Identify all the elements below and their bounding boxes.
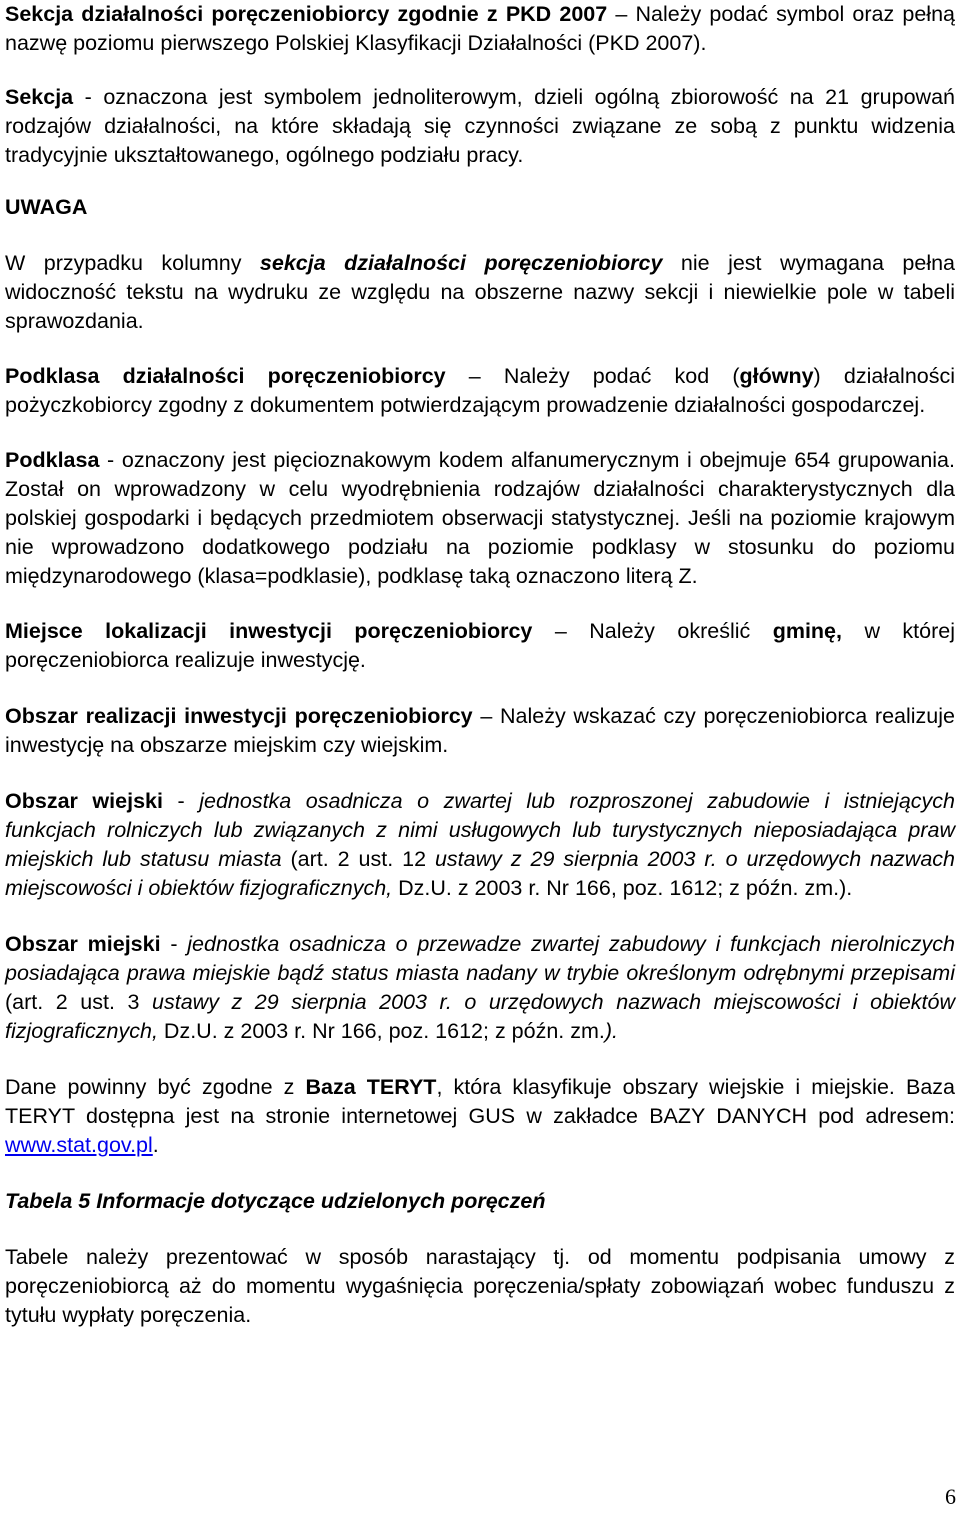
paragraph-podklasa-poreczeniobiorcy <box>5 362 955 420</box>
paragraph-sekcja-pkd <box>5 0 955 58</box>
dash: - <box>160 932 188 956</box>
paragraph-text: nie jest wymagana pełna widoczność tekstu na wydruku ze względu na obszerne nazwy sekcji i niewielkie pole w tabeli sprawozdania. <box>5 251 956 333</box>
paragraph-tabele <box>5 1243 955 1330</box>
paragraph-text: (art. 2 ust. 12 <box>281 847 435 871</box>
italic-act-title: ustawy z 29 sierpnia 2003 r. o urzędowych nazwach miejscowości i obiektów fizjograficznych, <box>5 990 955 1043</box>
term-podklasa: Podklasa <box>5 448 100 472</box>
dash: – <box>445 364 504 388</box>
page-number: 6 <box>945 1484 956 1509</box>
term-sekcja: Sekcja <box>5 85 74 109</box>
heading-text: Tabela 5 Informacje dotyczące udzielonych poręczeń <box>5 1189 546 1213</box>
paragraph-text: - oznaczona jest symbolem jednoliterowym, dzieli ogólną zbiorowość na 21 grupowań rodzajów działalności, na które składają się czynności związane ze sobą z punktu widzenia tradycyjnie ukształtowanego, ogólnego podziału pracy. <box>5 85 955 167</box>
term-sekcja-column: sekcja działalności poręczeniobiorcy <box>259 251 663 275</box>
paragraph-text: ) działalności pożyczkobiorcy zgodny z dokumentem potwierdzającym prowadzenie działalności gospodarczej. <box>5 364 956 417</box>
uwaga-heading <box>5 193 955 222</box>
table-5-heading <box>5 1187 955 1216</box>
bold-glowny: główny <box>739 364 814 388</box>
italic-definition: jednostka osadnicza o przewadze zwartej zabudowy i funkcjach nierolniczych posiadająca prawa miejskie bądź status miasta nadany w trybie określonym odrębnymi przepisami <box>5 932 955 985</box>
italic-definition: jednostka osadnicza o zwartej lub rozproszonej zabudowie i istniejących funkcjach rolniczych lub związanych z nimi usługowych lub turystycznych nieposiadająca praw miejskich lub statusu miasta <box>5 789 955 871</box>
document-page <box>5 0 955 1330</box>
bold-gmine: gminę, <box>772 619 842 643</box>
paragraph-text: . <box>152 1133 159 1157</box>
paragraph-text: , która klasyfikuje obszary wiejskie i miejskie. Baza TERYT dostępna jest na stronie internetowej GUS w zakładce BAZY DANYCH pod adresem: <box>5 1075 955 1128</box>
dash: – <box>472 704 500 728</box>
term-miejsce-lokalizacji: Miejsce lokalizacji inwestycji poręczeniobiorcy <box>5 619 533 643</box>
italic-end: ). <box>604 1019 619 1043</box>
paragraph-text: Należy wskazać czy poręczeniobiorca realizuje inwestycję na obszarze miejskim czy wiejskim. <box>5 704 956 757</box>
paragraph-obszar-realizacji <box>5 702 955 760</box>
heading-text: UWAGA <box>5 195 88 219</box>
paragraph-text: - oznaczony jest pięcioznakowym kodem alfanumerycznym i obejmuje 654 grupowania. Został on wprowadzony w celu wyodrębnienia rodzajów działalności charakterystycznych dla polskiej gospodarki i będących przedmiotem obserwacji statystycznej. Jeśli na poziomie krajowym nie wprowadzono dodatkowego podziału na poziomie podklasy w stosunku do poziomu międzynarodowego (klasa=podklasie), podklasę taką oznaczono literą Z. <box>5 448 955 588</box>
paragraph-podklasa-definition <box>5 446 955 591</box>
paragraph-text: Dz.U. z 2003 r. Nr 166, poz. 1612; z późn. zm. <box>157 1019 605 1043</box>
paragraph-obszar-wiejski <box>5 787 955 903</box>
dash: - <box>162 789 200 813</box>
paragraph-text: (art. 2 ust. 3 <box>5 990 153 1014</box>
bold-baza-teryt: Baza TERYT <box>305 1075 437 1099</box>
term-obszar-wiejski: Obszar wiejski <box>5 789 163 813</box>
paragraph-uwaga <box>5 249 955 336</box>
paragraph-text: W przypadku kolumny <box>5 251 260 275</box>
paragraph-obszar-miejski <box>5 930 955 1046</box>
stat-gov-link[interactable]: www.stat.gov.pl <box>5 1133 153 1157</box>
term-podklasa-poreczeniobiorcy: Podklasa działalności poręczeniobiorcy <box>5 364 446 388</box>
paragraph-miejsce-lokalizacji <box>5 617 955 675</box>
dash: – <box>532 619 590 643</box>
dash: – <box>607 2 636 26</box>
paragraph-text: Należy podać kod ( <box>503 364 740 388</box>
paragraph-text: Należy podać symbol oraz pełną nazwę poziomu pierwszego Polskiej Klasyfikacji Działalności (PKD 2007). <box>5 2 956 55</box>
paragraph-text: Dane powinny być zgodne z <box>5 1075 306 1099</box>
term-obszar-realizacji: Obszar realizacji inwestycji poręczeniobiorcy <box>5 704 473 728</box>
italic-act-title: ustawy z 29 sierpnia 2003 r. o urzędowych nazwach miejscowości i obiektów fizjograficznych, <box>5 847 955 900</box>
paragraph-text: Tabele należy prezentować w sposób narastający tj. od momentu podpisania umowy z poręczeniobiorcą aż do momentu wygaśnięcia poręczenia/spłaty zobowiązań wobec funduszu z tytułu wypłaty poręczenia. <box>5 1245 955 1327</box>
paragraph-text: Należy określić <box>589 619 773 643</box>
paragraph-text: Dz.U. z 2003 r. Nr 166, poz. 1612; z późn. zm.). <box>392 876 853 900</box>
paragraph-sekcja-definition <box>5 83 955 170</box>
paragraph-text: w której poręczeniobiorca realizuje inwestycję. <box>5 619 955 672</box>
term-obszar-miejski: Obszar miejski <box>5 932 161 956</box>
paragraph-baza-teryt <box>5 1073 955 1160</box>
term-sekcja-pkd: Sekcja działalności poręczeniobiorcy zgodnie z PKD 2007 <box>5 2 608 26</box>
